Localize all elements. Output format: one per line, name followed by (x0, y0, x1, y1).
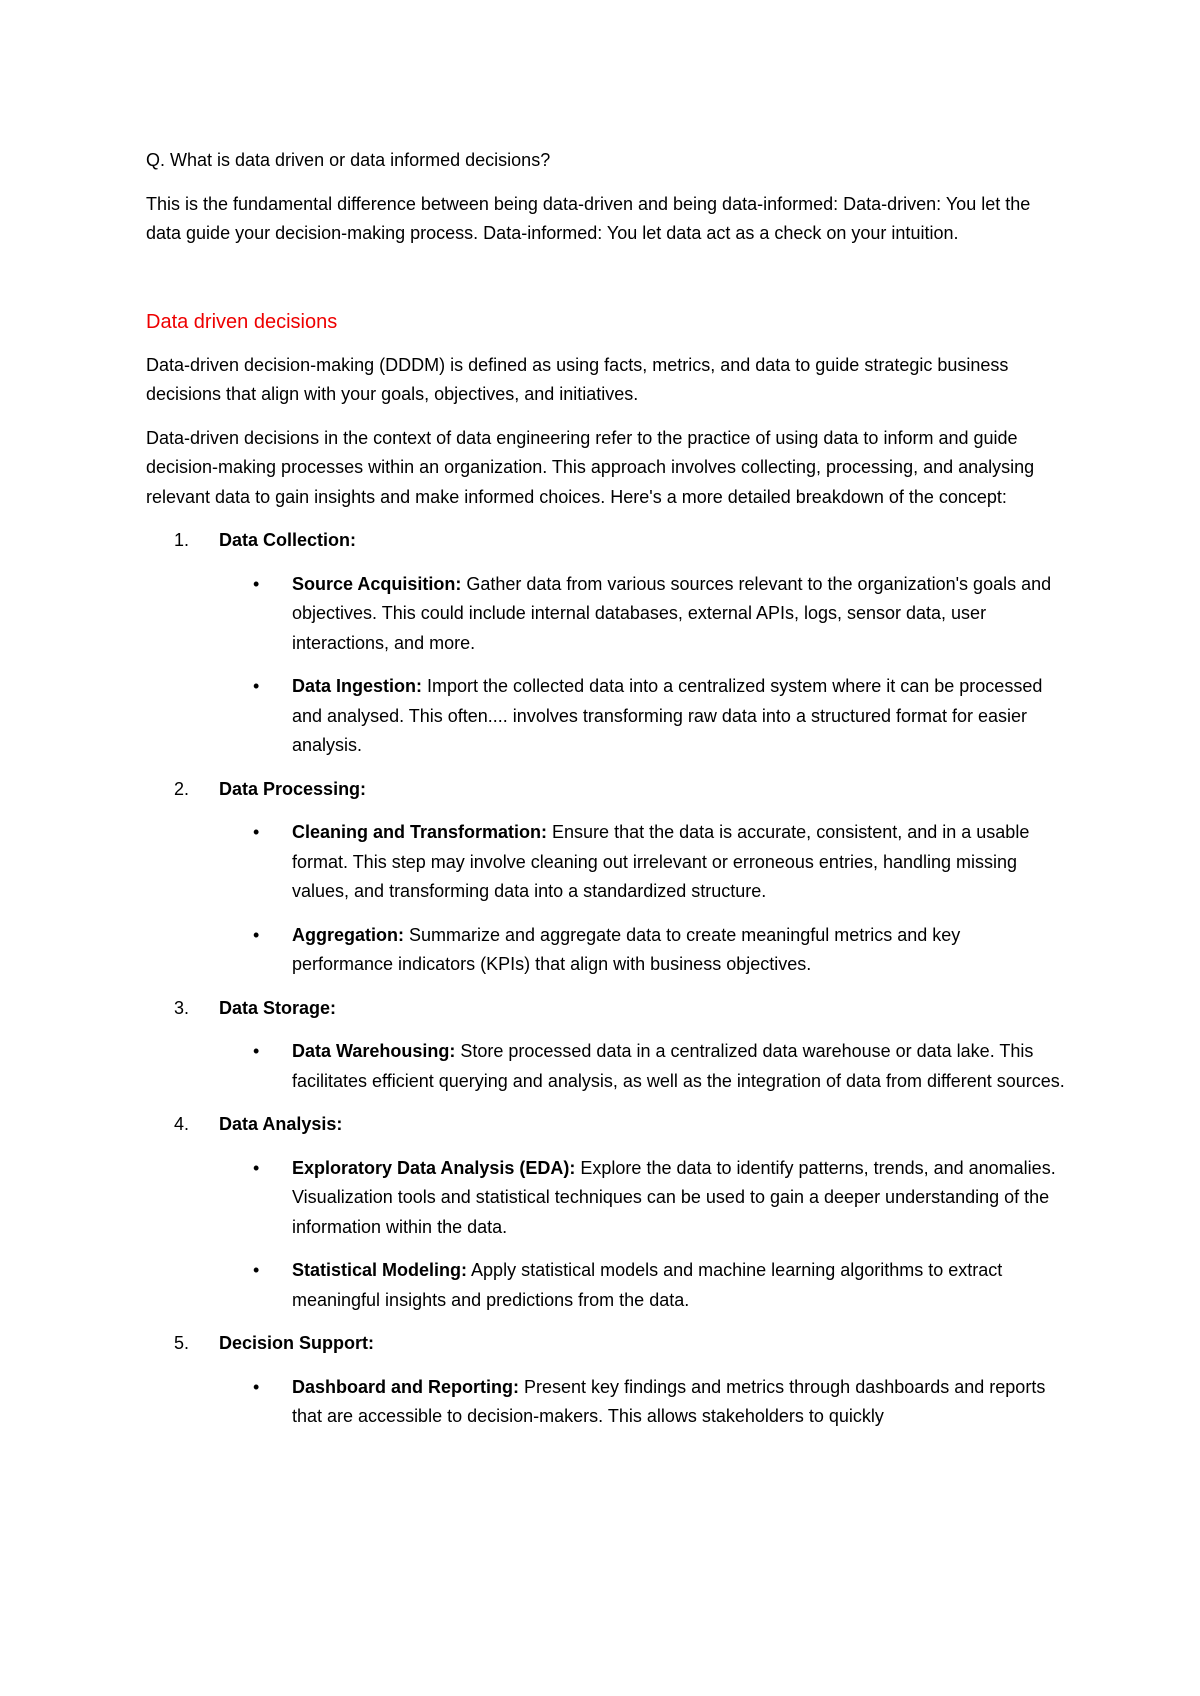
step-number: 3. (174, 997, 190, 1018)
sub-text: Explore the data to identify patterns, trends, and anomalies. Visualization tools and statistical techniques can be used to gain a deeper understanding of the information within the data. (292, 1157, 1056, 1237)
sub-term: Aggregation: (292, 924, 404, 945)
sub-item (146, 1373, 1066, 1432)
bullet-icon: • (253, 1041, 260, 1061)
sub-text: Present key findings and metrics through dashboards and reports that are accessible to decision-makers. This allows stakeholders to quickly (292, 1376, 1046, 1426)
section-heading: Data driven decisions (146, 310, 338, 333)
sub-term: Cleaning and Transformation: (292, 822, 548, 842)
document-page (146, 146, 1066, 1446)
step-number: 2. (174, 778, 190, 799)
step-title: Data Collection: (219, 530, 357, 550)
step-item (146, 1110, 1066, 1315)
step-number: 4. (174, 1114, 190, 1134)
sub-term: Data Warehousing: (292, 1041, 456, 1061)
sub-item (146, 672, 1066, 761)
step-heading (146, 775, 1066, 805)
sub-term: Exploratory Data Analysis (EDA): (292, 1157, 576, 1178)
step-title: Data Processing: (219, 778, 367, 799)
sub-text: Store processed data in a centralized data warehouse or data lake. This facilitates efficient querying and analysis, as well as the integration of data from different sources. (292, 1041, 1065, 1091)
step-title: Data Analysis: (219, 1114, 343, 1134)
steps-list (146, 526, 1066, 1432)
bullet-icon: • (253, 1376, 260, 1397)
bullet-icon: • (253, 822, 260, 842)
bullet-icon: • (253, 924, 260, 945)
sub-item (146, 1037, 1066, 1096)
sub-item (146, 570, 1066, 659)
step-heading (146, 526, 1066, 556)
sub-term: Dashboard and Reporting: (292, 1376, 520, 1397)
intro-paragraph: This is the fundamental difference between being data-driven and being data-informed: Data-driven: You let the data guide your decision-making process. Data-informed: You let data act as a check on your intuition. (146, 193, 1031, 243)
step-title: Data Storage: (219, 997, 337, 1018)
sub-item (146, 1256, 1066, 1315)
sub-list (146, 1037, 1066, 1096)
bullet-icon: • (253, 1260, 260, 1280)
sub-list (146, 1373, 1066, 1432)
step-number: 1. (174, 530, 190, 550)
sub-term: Data Ingestion: (292, 676, 423, 696)
bullet-icon: • (253, 573, 260, 594)
sub-list (146, 818, 1066, 980)
definition-paragraph: Data-driven decision-making (DDDM) is defined as using facts, metrics, and data to guide strategic business decisions that align with your goals, objectives, and initiatives. (146, 354, 1009, 404)
sub-list (146, 1154, 1066, 1316)
sub-list (146, 570, 1066, 761)
step-number: 5. (174, 1333, 190, 1353)
step-item (146, 994, 1066, 1097)
sub-text: Ensure that the data is accurate, consistent, and in a usable format. This step may involve cleaning out irrelevant or erroneous entries, handling missing values, and transforming data into a standardized structure. (292, 822, 1030, 901)
bullet-icon: • (253, 1157, 260, 1178)
context-paragraph: Data-driven decisions in the context of data engineering refer to the practice of using data to inform and guide decision-making processes within an organization. This approach involves collecting, processing, and analysing relevant data to gain insights and make informed choices. Here's a more detailed breakdown of the concept: (146, 427, 1035, 507)
sub-item (146, 921, 1066, 980)
sub-item (146, 818, 1066, 907)
step-heading (146, 994, 1066, 1024)
bullet-icon: • (253, 676, 260, 696)
step-item (146, 526, 1066, 761)
step-title: Decision Support: (219, 1333, 375, 1353)
question-line: Q. What is data driven or data informed decisions? (146, 150, 551, 170)
sub-text: Import the collected data into a centralized system where it can be processed and analysed. This often.... involves transforming raw data into a structured format for easier analysis. (292, 676, 1043, 755)
sub-text: Summarize and aggregate data to create meaningful metrics and key performance indicators (KPIs) that align with business objectives. (292, 924, 961, 974)
sub-text: Gather data from various sources relevant to the organization's goals and objectives. This could include internal databases, external APIs, logs, sensor data, user interactions, and more. (292, 573, 1052, 653)
step-heading (146, 1110, 1066, 1140)
step-item (146, 775, 1066, 980)
step-item (146, 1329, 1066, 1432)
sub-item (146, 1154, 1066, 1243)
sub-term: Statistical Modeling: (292, 1260, 468, 1280)
sub-text: Apply statistical models and machine learning algorithms to extract meaningful insights and predictions from the data. (292, 1260, 1003, 1310)
step-heading (146, 1329, 1066, 1359)
sub-term: Source Acquisition: (292, 573, 462, 594)
